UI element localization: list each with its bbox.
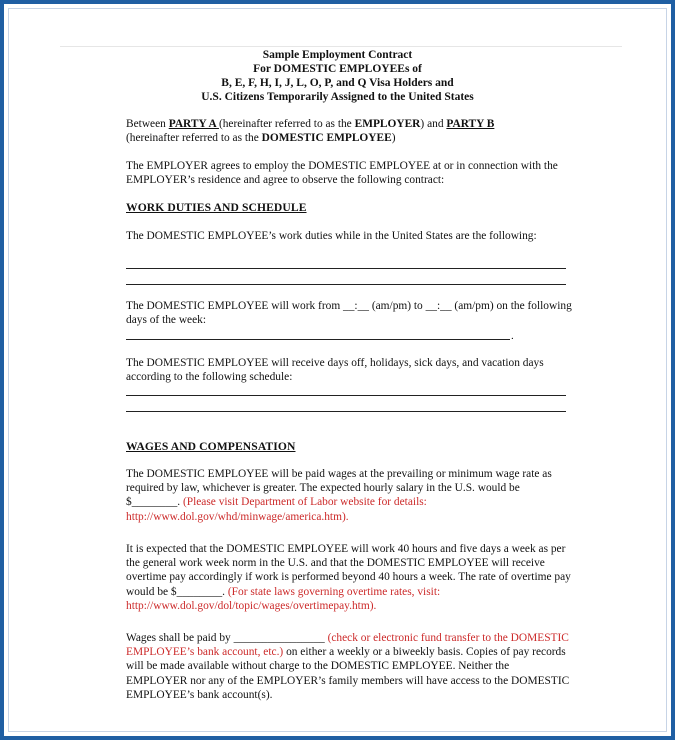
party-a-label: PARTY A <box>168 118 219 130</box>
wages-p2-text: It is expected that the DOMESTIC EMPLOYEE will work 40 hours and five days a week as per the general work week norm in the U.S. and that the DOMESTIC EMPLOYEE will receive overtime pay accordingly if work is performed beyond 40 hours a week. The rate of overtime pay would be $________. <box>126 543 571 598</box>
duties-blank-line-2 <box>126 284 566 285</box>
between-text: Between <box>126 118 169 130</box>
days-off-paragraph: The DOMESTIC EMPLOYEE will receive days off, holidays, sick days, and vacation days according to the following schedule: <box>126 357 544 384</box>
parties-paragraph <box>126 117 572 145</box>
parties-text-4: ) <box>391 132 396 145</box>
wages-p1-note: (Please visit Department of Labor website for details: http://www.dol.gov/whd/minwage/america.htm). <box>126 496 427 523</box>
title-line-4: U.S. Citizens Temporarily Assigned to the United States <box>201 91 474 103</box>
wages-paragraph-2 <box>126 542 572 613</box>
employer-term: EMPLOYER <box>354 118 421 130</box>
wages-paragraph-3 <box>126 631 572 702</box>
days-off-blank-line-1 <box>126 395 566 396</box>
parties-text-1: (hereinafter referred to as the <box>218 118 355 130</box>
work-duties-heading: WORK DUTIES AND SCHEDULE <box>126 201 307 214</box>
wages-p3-text-a: Wages shall be paid by ________________ <box>126 632 328 644</box>
wages-p3-note: (check or electronic fund transfer to the DOMESTIC EMPLOYEE’s bank account, etc.) <box>126 632 569 659</box>
wages-p1-text: The DOMESTIC EMPLOYEE will be paid wages at the prevailing or minimum wage rate as required by law, whichever is greater. The expected hourly salary in the U.S. would be $________. <box>126 468 552 509</box>
wages-p3-text-b: on either a weekly or a biweekly basis. Copies of pay records will be made available without charge to the DOMESTIC EMPLOYEE. Neither the EMPLOYER nor any of the EMPLOYER’s family members will have access to the DOMESTIC EMPLOYEE’s bank account(s). <box>126 646 570 701</box>
party-b-label: PARTY B <box>446 118 495 130</box>
duties-blank-line-1 <box>126 268 566 269</box>
domestic-employee-term: DOMESTIC EMPLOYEE <box>261 132 392 145</box>
days-period: . <box>511 330 514 342</box>
days-off-blank-line-2 <box>126 411 566 412</box>
days-blank-line <box>126 339 510 340</box>
wages-heading: WAGES AND COMPENSATION <box>126 440 296 453</box>
title-line-1: Sample Employment Contract <box>262 49 413 61</box>
wages-p2-note: (For state laws governing overtime rates, visit: http://www.dol.gov/dol/topic/wages/overtimepay.htm). <box>126 585 441 612</box>
wages-paragraph-1 <box>126 467 572 524</box>
agreement-paragraph: The EMPLOYER agrees to employ the DOMESTIC EMPLOYEE at or in connection with the EMPLOYER’s residence and agree to observe the following contract: <box>126 160 558 187</box>
parties-text-3: (hereinafter referred to as the <box>126 132 262 145</box>
duties-paragraph: The DOMESTIC EMPLOYEE’s work duties while in the United States are the following: <box>126 230 537 242</box>
parties-text-2: ) and <box>420 118 447 130</box>
header-rule <box>60 46 622 47</box>
hours-paragraph: The DOMESTIC EMPLOYEE will work from __:__ (am/pm) to __:__ (am/pm) on the following days of the week: <box>126 300 572 327</box>
title-line-2: For DOMESTIC EMPLOYEEs of <box>253 63 422 75</box>
title-line-3: B, E, F, H, I, J, L, O, P, and Q Visa Holders and <box>221 77 454 89</box>
